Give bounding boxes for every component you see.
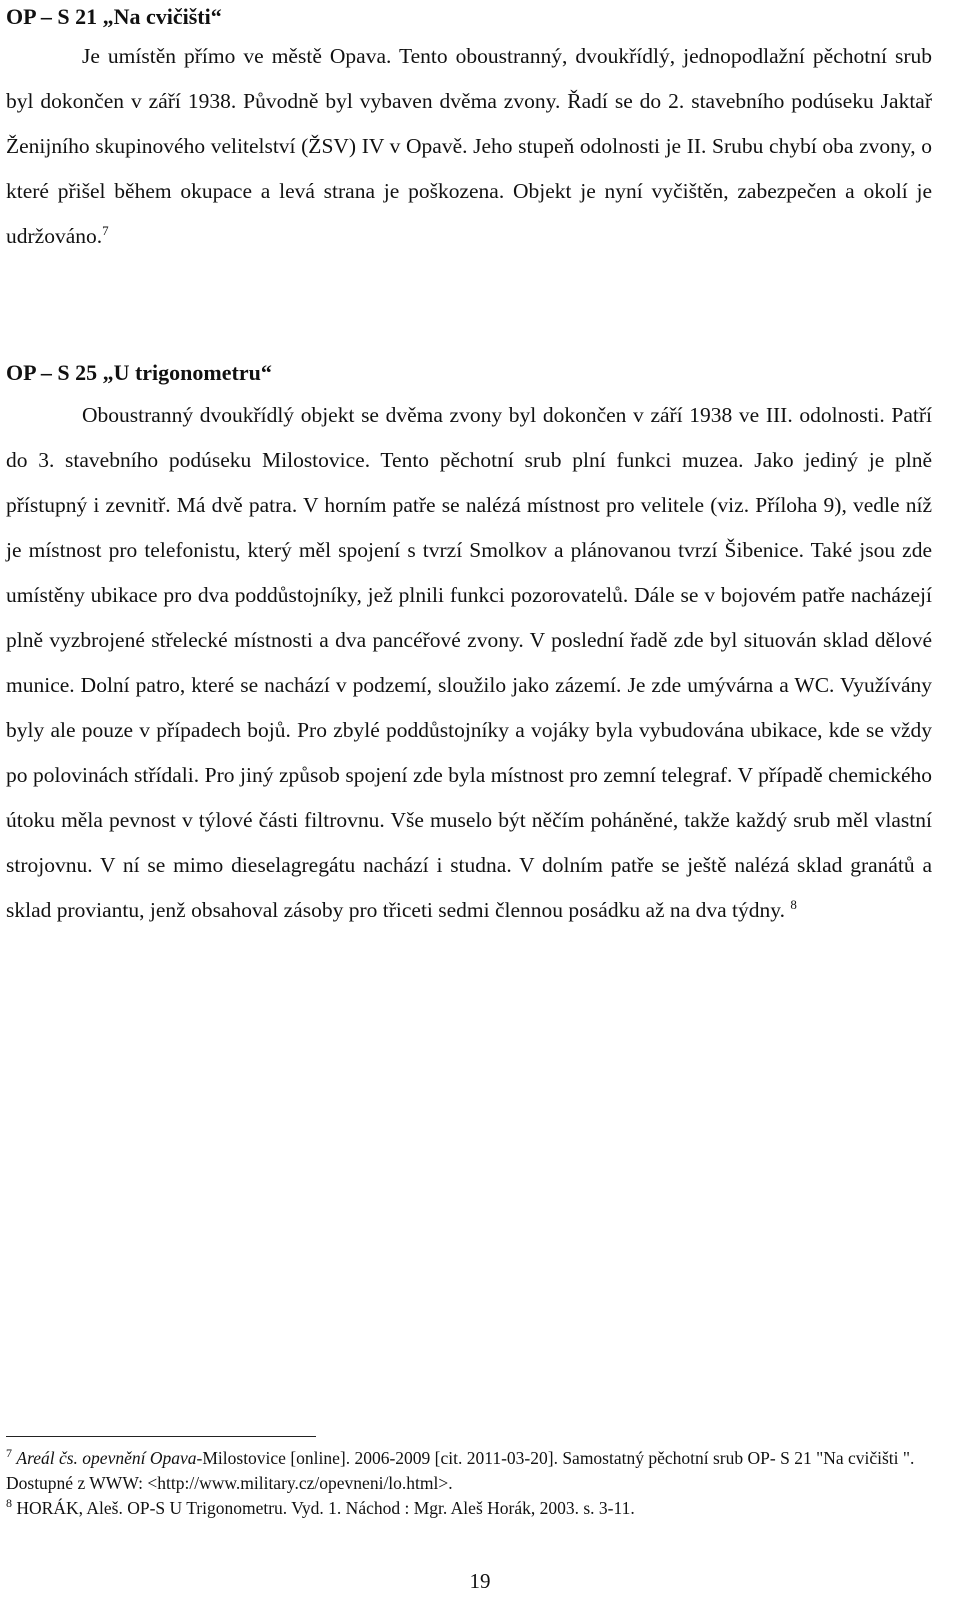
section-paragraph-op-s21 bbox=[6, 34, 932, 259]
paragraph-text: Oboustranný dvoukřídlý objekt se dvěma zvony byl dokončen v září 1938 ve III. odolnosti. Patří do 3. stavebního podúseku Milostovice. Tento pěchotní srub plní funkci muzea. Jako jediný je plně přístupný i zevnitř. Má dvě patra. V horním patře se nalézá místnost pro velitele (viz. Příloha 9), vedle níž je místnost pro telefonistu, který měl spojení s tvrzí Smolkov a plánovanou tvrzí Šibenice. Také jsou zde umístěny ubikace pro dva poddůstojníky, jež plnili funkci pozorovatelů. Dále se v bojovém patře nacházejí plně vyzbrojené střelecké místnosti a dva pancéřové zvony. V poslední řadě zde byl situován sklad dělové munice. Dolní patro, které se nachází v podzemí, sloužilo jako zázemí. Je zde umývárna a WC. Využívány byly ale pouze v případech bojů. Pro zbylé poddůstojníky a vojáky byla vybudována ubikace, kde se vždy po polovinách střídali. Pro jiný způsob spojení zde byla místnost pro zemní telegraf. V případě chemického útoku měla pevnost v týlové části filtrovnu. Vše muselo být něčím poháněné, takže každý srub měl vlastní strojovnu. V ní se mimo dieselagregátu nachází i studna. V dolním patře se ještě nalézá sklad granátů a sklad proviantu, jenž obsahoval zásoby pro třiceti sedmi člennou posádku až na dva týdny. bbox=[6, 403, 932, 922]
footnote-reference[interactable]: 7 bbox=[102, 222, 109, 238]
section-heading-op-s21: OP – S 21 „Na cvičišti“ bbox=[6, 4, 222, 29]
footnotes bbox=[6, 1446, 932, 1521]
footnote-number: 8 bbox=[6, 1496, 12, 1511]
footnote-number: 7 bbox=[6, 1446, 12, 1461]
footnote-8 bbox=[6, 1496, 932, 1521]
footnote-text: -Milostovice [online]. 2006-2009 [cit. 2011-03-20]. Samostatný pěchotní srub OP- S 21 "Na cvičišti ". Dostupné z WWW: <http://www.military.cz/opevneni/lo.html>. bbox=[6, 1448, 915, 1493]
footnote-text: HORÁK, Aleš. OP-S U Trigonometru. Vyd. 1. Náchod : Mgr. Aleš Horák, 2003. s. 3-11. bbox=[16, 1498, 635, 1518]
section-heading-op-s25: OP – S 25 „U trigonometru“ bbox=[6, 360, 272, 385]
footnote-reference[interactable]: 8 bbox=[790, 896, 797, 912]
section-paragraph-op-s25 bbox=[6, 393, 932, 933]
footnote-source-title: Areál čs. opevnění Opava bbox=[16, 1448, 197, 1468]
footnote-separator bbox=[6, 1436, 316, 1437]
footnote-7 bbox=[6, 1446, 932, 1496]
page-number: 19 bbox=[469, 1569, 491, 1593]
paragraph-text: Je umístěn přímo ve městě Opava. Tento oboustranný, dvoukřídlý, jednopodlažní pěchotní srub byl dokončen v září 1938. Původně byl vybaven dvěma zvony. Řadí se do 2. stavebního podúseku Jaktař Ženijního skupinového velitelství (ŽSV) IV v Opavě. Jeho stupeň odolnosti je II. Srubu chybí oba zvony, o které přišel během okupace a levá strana je poškozena. Objekt je nyní vyčištěn, zabezpečen a okolí je udržováno. bbox=[6, 44, 932, 248]
